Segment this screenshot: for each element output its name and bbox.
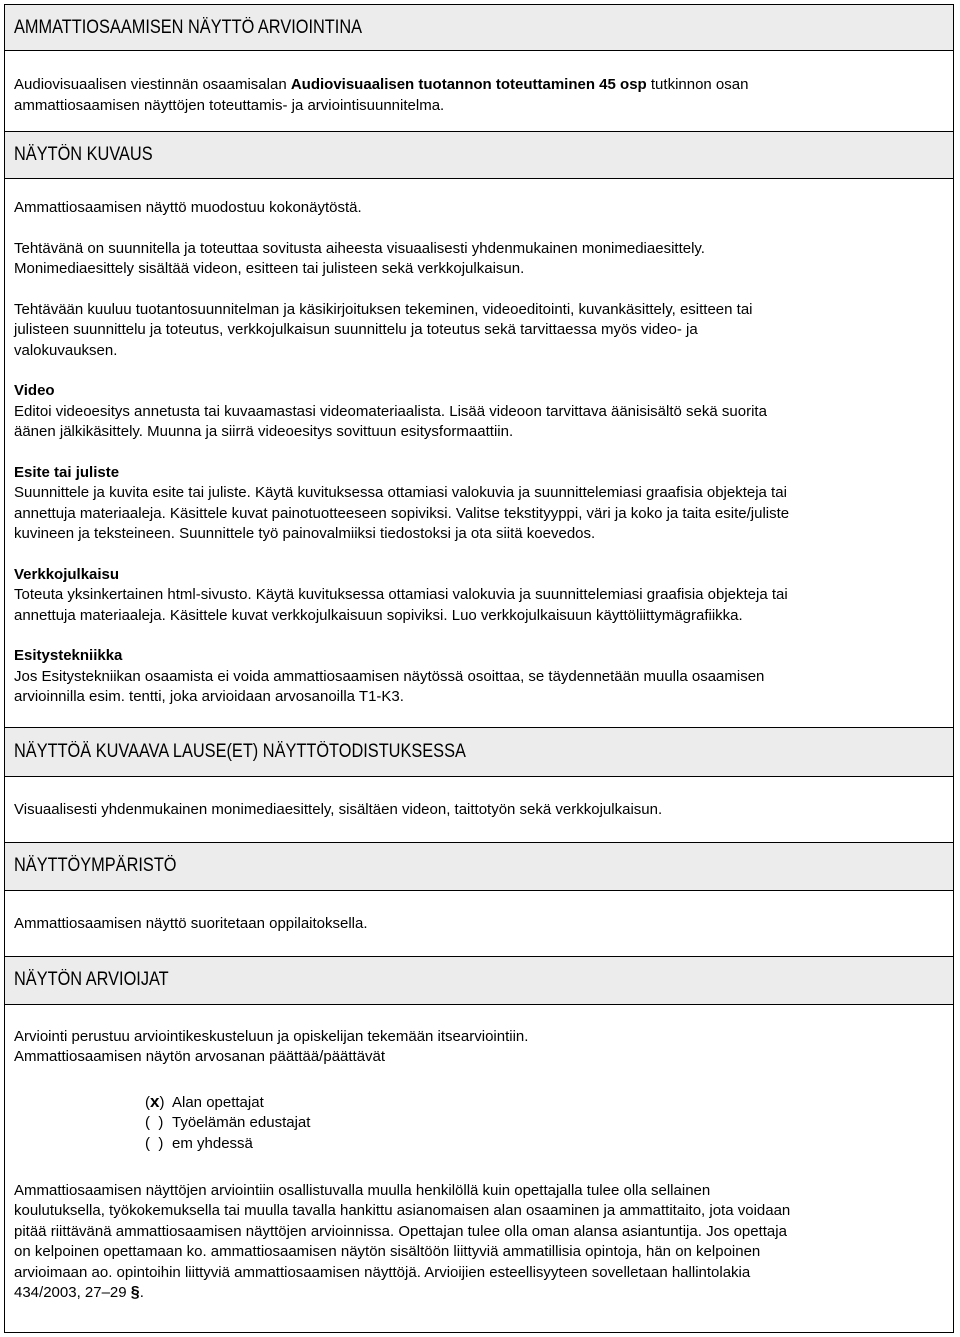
ymparisto-text: Ammattiosaamisen näyttö suoritetaan oppilaitoksella. xyxy=(14,914,368,932)
section-header-kuvaus xyxy=(5,131,953,179)
esite-line3: kuvineen ja teksteineen. Suunnittele työ painovalmiiksi tiedostoksi ja ota siitä koevedos. xyxy=(14,525,596,542)
assessor-option-teachers[interactable] xyxy=(145,1092,944,1113)
assessor-option-together[interactable] xyxy=(145,1134,944,1155)
document-page xyxy=(4,4,954,1333)
section-sign: § xyxy=(130,1284,140,1301)
section-header-ymparisto xyxy=(5,842,953,891)
law-reference: 434/2003, 27–29 xyxy=(14,1284,131,1301)
ymparisto-section xyxy=(5,891,953,956)
option-label: Alan opettajat xyxy=(172,1093,264,1111)
option-label: em yhdessä xyxy=(172,1134,253,1152)
document-title: AMMATTIOSAAMISEN NÄYTTÖ ARVIOINTINA xyxy=(14,16,363,38)
section-header-arvioijat xyxy=(5,956,953,1005)
arvioijat-p-line5: arvioimaan ao. opintoihin liittyviä ammattiosaamisen näyttöjä. Arvioijien esteellisyyteen sovelletaan hallintolakia xyxy=(14,1263,751,1281)
esitys-line1: Jos Esitystekniikan osaamista ei voida ammattiosaamisen näytössä osoittaa, se täydennetään muulla osaamisen xyxy=(14,667,765,685)
assessor-option-working-life[interactable] xyxy=(145,1113,944,1134)
intro-section xyxy=(5,51,953,116)
arvioijat-p-line4: on kelpoinen opettamaan ko. ammattiosaamisen näytön sisältöön liittyviä ammatillisia opintoja, hän on kelpoinen xyxy=(14,1243,761,1260)
intro-post: tutkinnon osan xyxy=(646,76,749,93)
arvioijat-p-line3: pitää riittävänä ammattiosaamisen näyttöjen arvioinnissa. Opettajan tulee olla oman alansa asiantuntija. Jos opettaja xyxy=(14,1222,787,1240)
section-header-lause xyxy=(5,727,953,777)
option-mark: x xyxy=(150,1091,160,1111)
video-line2: äänen jälkikäsittely. Muunna ja siirrä videoesitys sovittuun esitysformaattiin. xyxy=(14,423,514,440)
kuvaus-p3-line3: valokuvauksen. xyxy=(14,341,118,359)
intro-qualification: Audiovisuaalisen tuotannon toteuttaminen 45 osp xyxy=(290,76,647,93)
option-checkbox[interactable]: (x) xyxy=(145,1091,165,1111)
esitys-subheading: Esitystekniikka xyxy=(14,647,123,664)
video-subheading: Video xyxy=(14,382,55,399)
esite-subheading: Esite tai juliste xyxy=(14,463,120,481)
kuvaus-p3-line1: Tehtävään kuuluu tuotantosuunnitelman ja käsikirjoituksen tekeminen, videoeditointi, kuvankäsittely, esitteen tai xyxy=(14,300,753,318)
kuvaus-p2-line2: Monimediaesittely sisältää videon, esitteen tai julisteen sekä verkkojulkaisun. xyxy=(14,260,525,277)
kuvaus-heading: NÄYTÖN KUVAUS xyxy=(14,144,153,165)
lause-heading: NÄYTTÖÄ KUVAAVA LAUSE(ET) NÄYTTÖTODISTUKSESSA xyxy=(14,740,466,762)
arvioijat-line2: Ammattiosaamisen näytön arvosanan päättää/päättävät xyxy=(14,1048,386,1065)
arvioijat-heading: NÄYTÖN ARVIOIJAT xyxy=(14,969,169,990)
assessor-options xyxy=(14,1068,944,1155)
video-line1: Editoi videoesitys annetusta tai kuvaamastasi videomateriaalista. Lisää videoon tarvittava äänisisältö sekä suorita xyxy=(14,402,767,420)
intro-line-2: ammattiosaamisen näyttöjen toteuttamis- ja arviointisuunnitelma. xyxy=(14,96,445,114)
esite-line2: annettuja materiaaleja. Käsittele kuvat painotuotteeseen sopiviksi. Valitse tekstityyppi, väri ja koko ja taita esite/juliste xyxy=(14,504,790,522)
option-checkbox[interactable]: ( ) xyxy=(145,1113,164,1131)
arvioijat-p-line2: koulutuksella, työkokemuksella tai muulla tavalla hankittu asianomaisen alan osaaminen ja ammattitaito, jota voidaan xyxy=(14,1202,791,1219)
arvioijat-p-line1: Ammattiosaamisen näyttöjen arviointiin osallistuvalla muulla henkilöllä kuin opettajalla tulee olla sellainen xyxy=(14,1181,711,1199)
verkko-subheading: Verkkojulkaisu xyxy=(14,565,120,583)
kuvaus-p3-line2: julisteen suunnittelu ja toteutus, verkkojulkaisun suunnittelu ja toteutus sekä tarvittaessa myös video- ja xyxy=(14,321,698,338)
intro-line-1 xyxy=(14,75,944,96)
arvioijat-p-line6 xyxy=(14,1283,944,1304)
lause-section xyxy=(5,777,953,842)
kuvaus-p1: Ammattiosaamisen näyttö muodostuu kokonäytöstä. xyxy=(14,199,362,216)
law-reference-end: . xyxy=(139,1284,144,1301)
option-checkbox[interactable]: ( ) xyxy=(145,1134,164,1152)
ymparisto-heading: NÄYTTÖYMPÄRISTÖ xyxy=(14,855,177,876)
verkko-line1: Toteuta yksinkertainen html-sivusto. Käytä kuvituksessa ottamiasi valokuvia ja suunnittelemiasi graafisia objekteja tai xyxy=(14,586,788,603)
kuvaus-p2-line1: Tehtävänä on suunnitella ja toteuttaa sovitusta aiheesta visuaalisesti yhdenmukainen monimediaesittely. xyxy=(14,239,705,257)
title-bar xyxy=(5,5,953,51)
esite-line1: Suunnittele ja kuvita esite tai juliste. Käytä kuvituksessa ottamiasi valokuvia ja suunnittelemiasi graafisia objekteja tai xyxy=(14,484,787,501)
verkko-line2: annettuja materiaaleja. Käsittele kuvat verkkojulkaisuun sopiviksi. Luo verkkojulkaisuun käyttöliittymägrafiikka. xyxy=(14,606,743,624)
intro-pre: Audiovisuaalisen viestinnän osaamisalan xyxy=(14,76,291,93)
kuvaus-section xyxy=(5,179,953,708)
arvioijat-line1: Arviointi perustuu arviointikeskusteluun ja opiskelijan tekemään itsearviointiin. xyxy=(14,1027,529,1045)
option-label: Työelämän edustajat xyxy=(172,1113,311,1131)
arvioijat-section xyxy=(5,1005,953,1304)
lause-text: Visuaalisesti yhdenmukainen monimediaesittely, sisältäen videon, taittotyön sekä verkkojulkaisun. xyxy=(14,800,663,818)
esitys-line2: arvioinnilla esim. tentti, joka arvioidaan arvosanoilla T1-K3. xyxy=(14,688,404,705)
